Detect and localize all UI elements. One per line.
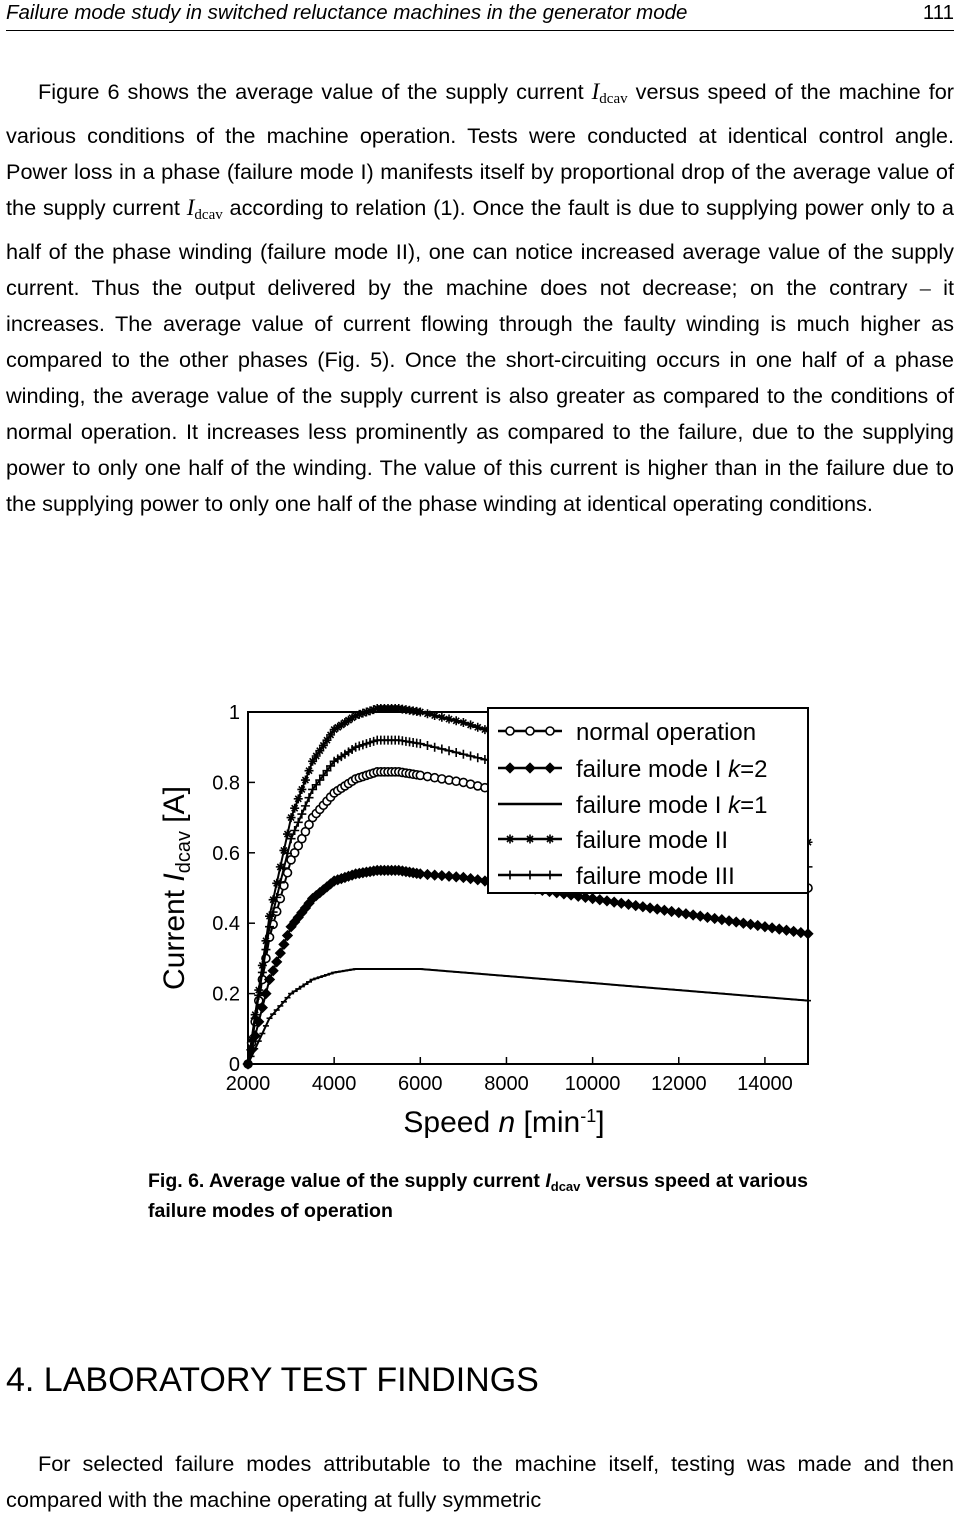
data-point-marker: [258, 968, 267, 977]
data-point-marker: [466, 720, 475, 729]
data-point-marker: [506, 727, 514, 735]
data-point-marker: [287, 813, 296, 822]
x-tick-label: 8000: [484, 1073, 529, 1095]
body-paragraph-1: [6, 74, 954, 522]
y-tick-label: 1: [228, 702, 240, 724]
data-point-marker: [423, 709, 432, 718]
legend-label-failure-mode-iii: failure mode III: [576, 863, 735, 890]
data-point-marker: [297, 810, 306, 819]
data-point-marker: [272, 957, 281, 966]
y-axis-title: Current $I_{dcav}$ [A]: [158, 785, 195, 991]
page-number: 111: [922, 1, 954, 24]
legend-label-failure-mode-i-k2: failure mode I k=2: [576, 756, 768, 783]
x-tick-label: 12000: [650, 1073, 707, 1095]
data-point-marker: [265, 975, 274, 984]
series-failure-mode-i-k-2: [244, 866, 813, 1069]
body-paragraph-2: For selected failure modes attributable to the machine itself, testing was made and then compared with the machine operating at fully symmetric: [6, 1451, 954, 1512]
data-point-marker: [294, 818, 303, 827]
y-tick-label: 0: [228, 1054, 240, 1076]
data-point-marker: [445, 746, 454, 755]
current-subscript: dcav: [599, 91, 628, 107]
caption-text: versus speed at various failure modes of operation: [148, 1170, 809, 1222]
legend-sample: [498, 835, 562, 844]
legend-label-failure-mode-ii: failure mode II: [576, 827, 729, 854]
y-tick-label: 0.4: [212, 913, 240, 936]
current-symbol: I: [186, 194, 195, 220]
x-tick-label: 4000: [311, 1073, 357, 1095]
data-point-marker: [452, 716, 461, 725]
data-point-marker: [305, 793, 314, 802]
data-point-marker: [301, 776, 310, 785]
y-tick-label: 0.6: [212, 842, 240, 865]
legend: [488, 708, 808, 893]
current-vs-speed-chart: [148, 700, 828, 1160]
data-point-marker: [473, 753, 482, 762]
section-heading: 4. LABORATORY TEST FINDINGS: [6, 1361, 539, 1399]
y-tick-label: 0.2: [212, 983, 240, 1006]
current-symbol: I: [591, 79, 600, 104]
series-failure-mode-i-k-1: [245, 969, 811, 1064]
data-point-marker: [430, 743, 439, 752]
series-line: [248, 870, 808, 1064]
data-point-marker: [526, 727, 534, 735]
data-point-marker: [294, 794, 303, 803]
paragraph-text: according to relation (1). Once the fault is due to supplying power only to a half of the phase winding (failure mode II), one can notice increased average value of the supply current. Thus the output delivered by the machine does not decrease; on the contrary: [6, 194, 954, 300]
series-line: [248, 969, 808, 1064]
data-point-marker: [437, 713, 446, 722]
caption-text: Fig. 6. Average value of the supply current: [148, 1170, 546, 1192]
data-point-marker: [297, 785, 306, 794]
x-tick-label: 2000: [225, 1073, 271, 1095]
data-point-marker: [466, 752, 475, 761]
figure-caption: [148, 1169, 828, 1224]
page-header: [6, 0, 954, 31]
x-axis-title: Speed n $[\min^{-1}]$: [403, 1106, 605, 1139]
data-point-marker: [459, 750, 468, 759]
x-tick-label: 14000: [737, 1073, 793, 1095]
data-point-marker: [279, 940, 288, 949]
x-tick-label: 6000: [398, 1073, 443, 1095]
data-point-marker: [276, 949, 285, 958]
data-point-marker: [546, 727, 554, 735]
data-point-marker: [445, 715, 454, 724]
legend-sample: [498, 727, 562, 735]
caption-subscript: dcav: [550, 1179, 581, 1194]
data-point-marker: [437, 744, 446, 753]
data-point-marker: [290, 804, 299, 813]
data-point-marker: [459, 718, 468, 727]
paragraph-text: versus speed of the machine for various conditions of the machine operation. Tests were conducted at identical control angle. Power loss in a phase (failure mode I) manifests itself by proportional drop of the average value of the supply current: [6, 79, 954, 220]
data-point-marker: [473, 723, 482, 732]
y-tick-label: 0.8: [212, 772, 240, 795]
legend-label-failure-mode-i-k1: failure mode I k=1: [576, 792, 768, 819]
data-point-marker: [261, 945, 270, 954]
legend-sample: [498, 764, 562, 773]
paragraph-text: Figure 6 shows the average value of the supply current: [38, 79, 592, 104]
data-point-marker: [305, 766, 314, 775]
data-point-marker: [452, 748, 461, 757]
data-point-marker: [804, 929, 813, 938]
dash: –: [919, 275, 931, 300]
data-point-marker: [301, 801, 310, 810]
paragraph-text: it increases. The average value of current flowing through the faulty winding is much higher as compared to the other phases (Fig. 5). Once the short-circuiting occurs in one half of a phase winding, the average value of the supply current is also greater as compared to the conditions of normal operation. It increases less prominently as compared to the failure, due to the supplying power to only one half of the winding. The value of this current is higher than in the failure due to the supplying power to only one half of the phase winding at identical operating conditions.: [6, 274, 954, 516]
x-axis-ticks: [226, 1057, 793, 1095]
x-tick-label: 10000: [564, 1073, 621, 1095]
data-point-marker: [423, 741, 432, 750]
running-title: Failure mode study in switched reluctance machines in the generator mode: [6, 1, 688, 24]
caption-symbol: I: [545, 1170, 551, 1192]
current-subscript: dcav: [194, 206, 223, 223]
legend-label-normal-operation: normal operation: [576, 719, 757, 746]
data-point-marker: [283, 931, 292, 940]
data-point-marker: [269, 966, 278, 975]
